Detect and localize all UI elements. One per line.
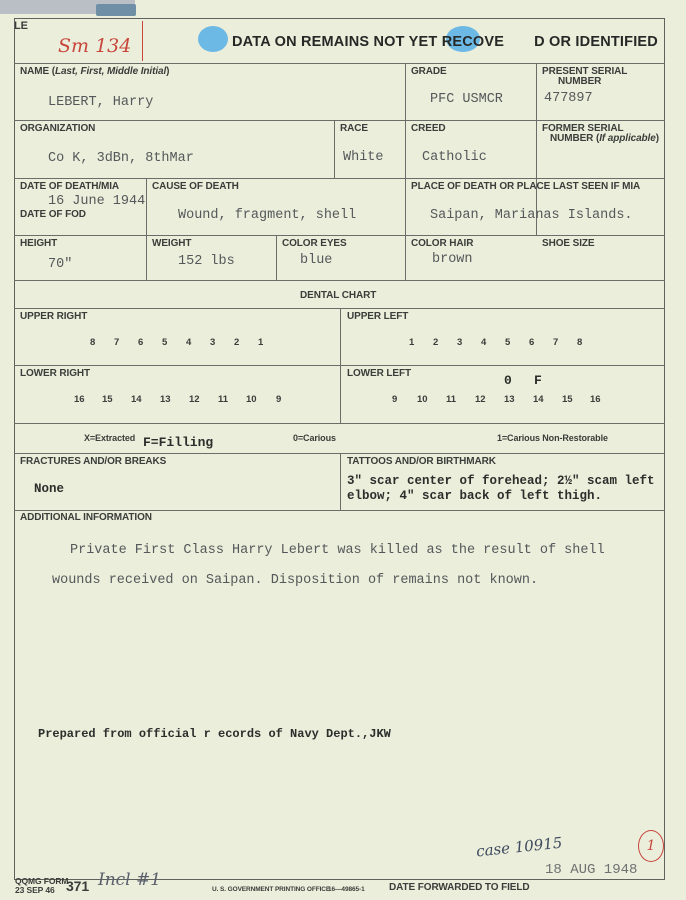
fractures-divider (340, 453, 341, 510)
value-additional-line2: wounds received on Saipan. Disposition of remains not known. (52, 573, 539, 588)
tooth-lr-16: 16 (74, 394, 85, 405)
form-id-line1: QQMG FORM (15, 876, 69, 886)
label-date-of-death: DATE OF DEATH/MIA (20, 181, 120, 192)
label-lower-right: LOWER RIGHT (20, 368, 91, 379)
title-part-2: NOT YET RECOVE (373, 34, 505, 50)
col-eyes-divider (276, 235, 277, 280)
value-creed: Catholic (422, 150, 487, 165)
circled-mark (638, 830, 664, 862)
tooth-ll-15: 15 (562, 394, 573, 405)
file-tab-label: LE (14, 20, 28, 32)
value-fractures: None (34, 482, 65, 496)
col-grade-divider (405, 63, 406, 120)
tooth-ur-2: 2 (234, 337, 240, 348)
tooth-ul-6: 6 (529, 337, 535, 348)
tooth-ur-5: 5 (162, 337, 168, 348)
value-color-eyes: blue (300, 253, 333, 268)
label-name: NAME (Last, First, Middle Initial) (20, 66, 170, 77)
label-race: RACE (340, 123, 368, 134)
tooth-mark-filling: F (534, 373, 542, 388)
dental-chart-heading: DENTAL CHART (300, 290, 377, 301)
value-color-hair: brown (432, 252, 473, 267)
label-color-hair: COLOR HAIR (411, 238, 474, 249)
file-tab-corner (96, 4, 136, 16)
legend-extracted: X=Extracted (84, 433, 136, 443)
tooth-ll-12: 12 (475, 394, 486, 405)
legend-non-restorable: 1=Carious Non-Restorable (497, 433, 608, 443)
label-additional: ADDITIONAL INFORMATION (20, 512, 152, 523)
label-color-eyes: COLOR EYES (282, 238, 347, 249)
tooth-lr-13: 13 (160, 394, 171, 405)
received-date-stamp: 18 AUG 1948 (545, 862, 638, 878)
form-title (232, 34, 658, 50)
label-place-of-death: PLACE OF DEATH OR PLACE LAST SEEN IF MIA (411, 181, 641, 192)
incl-note-handwritten: Incl #1 (98, 870, 162, 890)
tooth-ul-2: 2 (433, 337, 439, 348)
tooth-ul-5: 5 (505, 337, 511, 348)
tooth-lr-9: 9 (276, 394, 282, 405)
case-note-handwritten: case 10915 (475, 833, 564, 861)
value-date-of-death: 16 June 1944 (48, 194, 146, 209)
tooth-ul-1: 1 (409, 337, 415, 348)
col-hair-divider (405, 235, 406, 280)
rule-4 (14, 235, 665, 236)
legend-filling: F=Filling (143, 435, 214, 450)
tooth-ul-3: 3 (457, 337, 463, 348)
value-organization: Co K, 3dBn, 8thMar (48, 151, 194, 166)
tooth-lr-14: 14 (131, 394, 142, 405)
label-upper-right: UPPER RIGHT (20, 311, 88, 322)
tooth-ur-1: 1 (258, 337, 264, 348)
form-id-line2: 23 SEP 46 (15, 885, 55, 895)
tooth-lr-11: 11 (218, 394, 229, 405)
value-race: White (343, 150, 384, 165)
value-present-serial: 477897 (544, 91, 593, 106)
tooth-lr-15: 15 (102, 394, 113, 405)
label-cause-of-death: CAUSE OF DEATH (152, 181, 239, 192)
value-height: 70" (48, 257, 73, 272)
label-present-serial-2: NUMBER (558, 76, 602, 87)
prepared-from-note: Prepared from official r ecords of Navy Dept.,JKW (38, 727, 391, 741)
rule-10 (14, 510, 665, 511)
col-creed-divider (405, 120, 406, 235)
rule-5 (14, 280, 665, 281)
form-number: 371 (66, 878, 90, 894)
tooth-ll-9: 9 (392, 394, 398, 405)
tooth-ur-3: 3 (210, 337, 216, 348)
title-part-1: DATA ON REMAINS (232, 34, 370, 50)
file-number-handwritten: Sm 134 (58, 35, 132, 57)
legend-carious: 0=Carious (293, 433, 336, 443)
tooth-ll-11: 11 (446, 394, 457, 405)
tooth-ul-4: 4 (481, 337, 487, 348)
print-code: 16—49865-1 (328, 886, 365, 893)
form-frame (14, 18, 665, 880)
col-race-divider (334, 120, 335, 178)
tooth-ur-4: 4 (186, 337, 192, 348)
label-former-serial-1: FORMER SERIAL (542, 123, 624, 134)
rule-1 (14, 63, 665, 64)
label-upper-left: UPPER LEFT (347, 311, 409, 322)
title-part-3: D OR IDENTIFIED (534, 34, 658, 50)
tooth-ul-8: 8 (577, 337, 583, 348)
tooth-ll-13: 13 (504, 394, 515, 405)
label-shoe-size: SHOE SIZE (542, 238, 595, 249)
label-weight: WEIGHT (152, 238, 192, 249)
printing-office: U. S. GOVERNMENT PRINTING OFFICE (212, 886, 331, 893)
tooth-ur-8: 8 (90, 337, 96, 348)
circled-mark-text: 1 (646, 838, 656, 854)
value-weight: 152 lbs (178, 254, 235, 269)
value-name: LEBERT, Harry (48, 95, 154, 110)
label-former-serial-2: NUMBER (If applicable) (550, 133, 659, 144)
tooth-ul-7: 7 (553, 337, 559, 348)
label-organization: ORGANIZATION (20, 123, 96, 134)
rule-8 (14, 423, 665, 424)
label-tattoos: TATTOOS AND/OR BIRTHMARK (347, 456, 496, 467)
tooth-ll-14: 14 (533, 394, 544, 405)
label-height: HEIGHT (20, 238, 58, 249)
tooth-ur-7: 7 (114, 337, 120, 348)
tooth-ll-16: 16 (590, 394, 601, 405)
label-date-of-fod: DATE OF FOD (20, 209, 86, 220)
tooth-ur-6: 6 (138, 337, 144, 348)
col-cause-divider (146, 178, 147, 280)
label-creed: CREED (411, 123, 446, 134)
value-cause-of-death: Wound, fragment, shell (178, 208, 357, 223)
label-fractures: FRACTURES AND/OR BREAKS (20, 456, 167, 467)
rule-3 (14, 178, 665, 179)
value-grade: PFC USMCR (430, 92, 503, 107)
value-place-of-death: Saipan, Marianas Islands. (430, 208, 633, 223)
label-present-serial-1: PRESENT SERIAL (542, 66, 628, 77)
dental-center-divider (340, 308, 341, 423)
tooth-mark-carious: 0 (504, 373, 512, 388)
rule-2 (14, 120, 665, 121)
label-date-forwarded: DATE FORWARDED TO FIELD (389, 882, 530, 893)
value-tattoos-line2: elbow; 4" scar back of left thigh. (347, 489, 603, 503)
value-additional-line1: Private First Class Harry Lebert was killed as the result of shell (70, 543, 605, 558)
tooth-lr-12: 12 (189, 394, 200, 405)
label-grade: GRADE (411, 66, 447, 77)
label-lower-left: LOWER LEFT (347, 368, 411, 379)
value-tattoos-line1: 3" scar center of forehead; 2½" scam left (347, 474, 655, 488)
tooth-lr-10: 10 (246, 394, 257, 405)
tooth-ll-10: 10 (417, 394, 428, 405)
